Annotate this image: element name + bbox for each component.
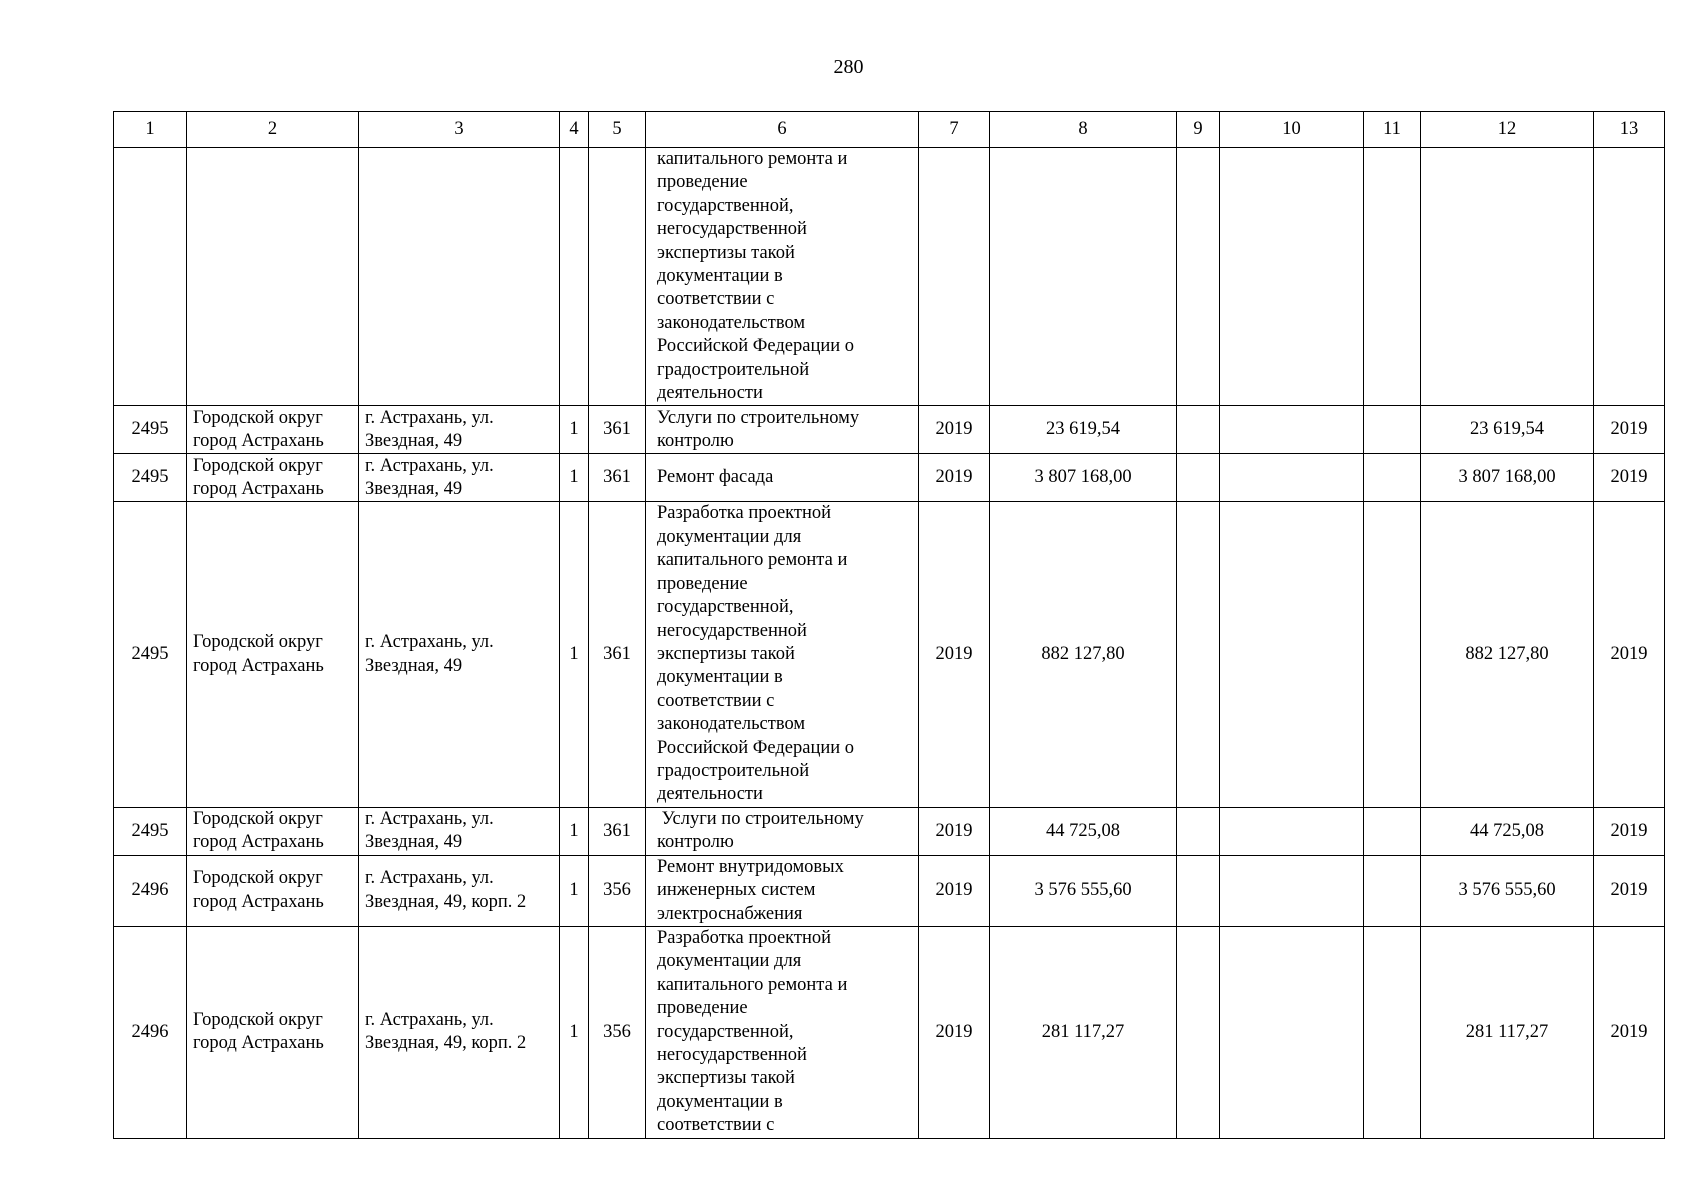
col12-cost-cell: 23 619,54	[1421, 406, 1594, 454]
col13-year-cell: 2019	[1594, 502, 1665, 807]
column-number-row	[114, 112, 1665, 148]
address-text: г. Астрахань, ул. Звездная, 49	[365, 632, 494, 676]
column-number-cell: 12	[1421, 112, 1594, 148]
work-type-text: Разработка проектной документации для капитального ремонта и проведение государственной, негосударственной экспертизы такой документации в соответствии с законодательством Российской Федерации о градостроительной деятельности	[657, 503, 855, 805]
work-type-cell	[646, 148, 919, 406]
cost-cell: 23 619,54	[990, 406, 1177, 454]
address-cell	[359, 926, 560, 1138]
work-type-text: Разработка проектной документации для капитального ремонта и проведение государственной, негосударственной экспертизы такой документации в соответствии с	[657, 927, 848, 1136]
column-number-cell: 10	[1220, 112, 1364, 148]
municipality-cell	[187, 926, 359, 1138]
empty-cell	[1421, 148, 1594, 406]
col4-cell: 1	[560, 855, 589, 926]
year-cell: 2019	[919, 454, 990, 502]
municipality-cell	[187, 855, 359, 926]
col12-cost-cell: 3 807 168,00	[1421, 454, 1594, 502]
work-type-cell	[646, 454, 919, 502]
municipality-cell	[187, 406, 359, 454]
col13-year-cell: 2019	[1594, 454, 1665, 502]
record-number-cell: 2495	[114, 406, 187, 454]
empty-cell	[1177, 148, 1220, 406]
col5-cell: 356	[589, 926, 646, 1138]
col13-year-cell: 2019	[1594, 406, 1665, 454]
year-cell: 2019	[919, 926, 990, 1138]
municipality-text: Городской округ город Астрахань	[193, 407, 324, 451]
column-number-cell: 6	[646, 112, 919, 148]
empty-cell	[1220, 454, 1364, 502]
col5-cell: 361	[589, 406, 646, 454]
empty-cell	[1220, 502, 1364, 807]
address-text: г. Астрахань, ул. Звездная, 49, корп. 2	[365, 868, 527, 912]
empty-cell	[1220, 855, 1364, 926]
column-number-cell: 9	[1177, 112, 1220, 148]
municipality-text: Городской округ город Астрахань	[193, 1009, 324, 1054]
column-number-cell: 8	[990, 112, 1177, 148]
record-number-cell: 2495	[114, 502, 187, 807]
address-cell	[359, 855, 560, 926]
address-text: г. Астрахань, ул. Звездная, 49	[365, 407, 494, 451]
col5-cell: 361	[589, 454, 646, 502]
work-type-cell	[646, 855, 919, 926]
col5-cell: 361	[589, 502, 646, 807]
col12-cost-cell: 882 127,80	[1421, 502, 1594, 807]
work-type-text: Услуги по строительному контролю	[657, 407, 860, 451]
column-number-cell: 7	[919, 112, 990, 148]
col12-cost-cell: 281 117,27	[1421, 926, 1594, 1138]
col4-cell: 1	[560, 926, 589, 1138]
cost-cell: 3 576 555,60	[990, 855, 1177, 926]
empty-cell	[1364, 807, 1421, 855]
page-number: 280	[833, 56, 864, 78]
column-number-cell: 2	[187, 112, 359, 148]
empty-cell	[1220, 406, 1364, 454]
address-cell	[359, 454, 560, 502]
col13-year-cell: 2019	[1594, 807, 1665, 855]
empty-cell	[1177, 502, 1220, 807]
empty-cell	[1177, 406, 1220, 454]
empty-cell	[187, 148, 359, 406]
col4-cell: 1	[560, 406, 589, 454]
empty-cell	[1594, 148, 1665, 406]
column-number-cell: 5	[589, 112, 646, 148]
address-cell	[359, 502, 560, 807]
col12-cost-cell: 44 725,08	[1421, 807, 1594, 855]
empty-cell	[1177, 855, 1220, 926]
table-row	[114, 926, 1665, 1138]
address-text: г. Астрахань, ул. Звездная, 49	[365, 455, 494, 499]
municipality-text: Городской округ город Астрахань	[193, 868, 324, 912]
col4-cell: 1	[560, 502, 589, 807]
col13-year-cell: 2019	[1594, 926, 1665, 1138]
table-row	[114, 855, 1665, 926]
column-number-cell: 11	[1364, 112, 1421, 148]
municipality-cell	[187, 502, 359, 807]
table-row	[114, 406, 1665, 454]
empty-cell	[1177, 807, 1220, 855]
col5-cell: 356	[589, 855, 646, 926]
empty-cell	[1220, 148, 1364, 406]
municipality-cell	[187, 807, 359, 855]
empty-cell	[359, 148, 560, 406]
work-type-cell	[646, 926, 919, 1138]
empty-cell	[114, 148, 187, 406]
empty-cell	[560, 148, 589, 406]
empty-cell	[589, 148, 646, 406]
address-cell	[359, 406, 560, 454]
record-number-cell: 2496	[114, 926, 187, 1138]
empty-cell	[1364, 148, 1421, 406]
municipality-text: Городской округ город Астрахань	[193, 455, 324, 499]
capital-repair-register-table	[113, 111, 1665, 1139]
year-cell: 2019	[919, 502, 990, 807]
column-number-cell: 3	[359, 112, 560, 148]
work-type-cell	[646, 502, 919, 807]
empty-cell	[1364, 454, 1421, 502]
continuation-row	[114, 148, 1665, 406]
address-cell	[359, 807, 560, 855]
work-type-cell	[646, 406, 919, 454]
col4-cell: 1	[560, 807, 589, 855]
empty-cell	[1220, 807, 1364, 855]
record-number-cell: 2496	[114, 855, 187, 926]
empty-cell	[1364, 855, 1421, 926]
year-cell: 2019	[919, 855, 990, 926]
municipality-cell	[187, 454, 359, 502]
column-number-cell: 4	[560, 112, 589, 148]
work-type-text: Ремонт внутридомовых инженерных систем электроснабжения	[657, 856, 844, 924]
year-cell: 2019	[919, 406, 990, 454]
cost-cell: 281 117,27	[990, 926, 1177, 1138]
empty-cell	[1364, 502, 1421, 807]
work-type-cell	[646, 807, 919, 855]
work-type-text: капитального ремонта и проведение государственной, негосударственной экспертизы такой документации в соответствии с законодательством Российской Федерации о градостроительной деятельности	[657, 149, 855, 404]
table-row	[114, 807, 1665, 855]
empty-cell	[1364, 406, 1421, 454]
table-row	[114, 454, 1665, 502]
col5-cell: 361	[589, 807, 646, 855]
work-type-text: Ремонт фасада	[657, 467, 774, 488]
record-number-cell: 2495	[114, 807, 187, 855]
work-type-text: Услуги по строительному контролю	[657, 808, 864, 853]
col13-year-cell: 2019	[1594, 855, 1665, 926]
cost-cell: 44 725,08	[990, 807, 1177, 855]
column-number-cell: 1	[114, 112, 187, 148]
col4-cell: 1	[560, 454, 589, 502]
cost-cell: 882 127,80	[990, 502, 1177, 807]
address-text: г. Астрахань, ул. Звездная, 49, корп. 2	[365, 1009, 527, 1054]
empty-cell	[919, 148, 990, 406]
municipality-text: Городской округ город Астрахань	[193, 632, 324, 676]
empty-cell	[1177, 926, 1220, 1138]
empty-cell	[990, 148, 1177, 406]
empty-cell	[1220, 926, 1364, 1138]
year-cell: 2019	[919, 807, 990, 855]
table-row	[114, 502, 1665, 807]
col12-cost-cell: 3 576 555,60	[1421, 855, 1594, 926]
record-number-cell: 2495	[114, 454, 187, 502]
address-text: г. Астрахань, ул. Звездная, 49	[365, 808, 494, 853]
empty-cell	[1177, 454, 1220, 502]
empty-cell	[1364, 926, 1421, 1138]
municipality-text: Городской округ город Астрахань	[193, 808, 324, 853]
column-number-cell: 13	[1594, 112, 1665, 148]
cost-cell: 3 807 168,00	[990, 454, 1177, 502]
